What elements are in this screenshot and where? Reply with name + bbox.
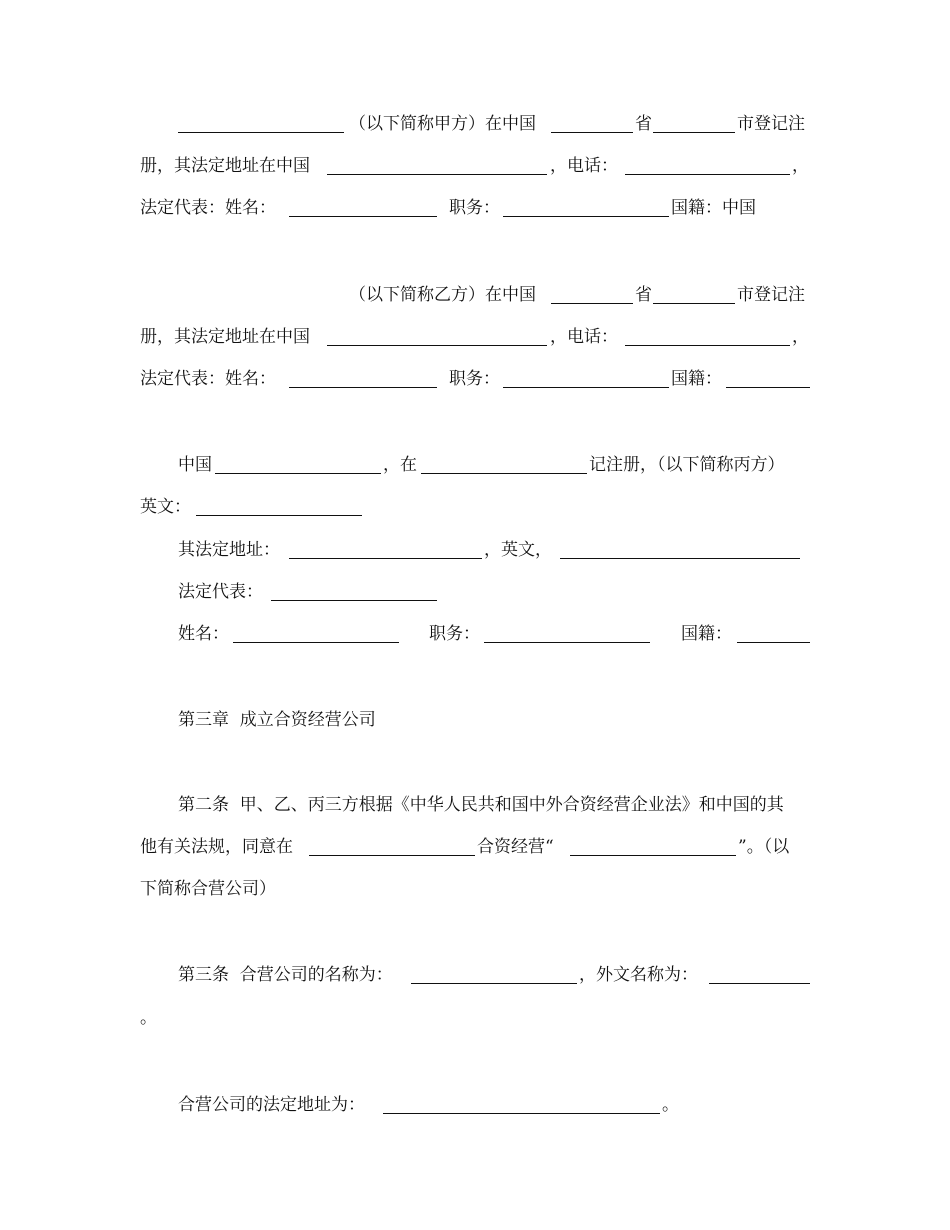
- article-2-line-1: [0, 790, 950, 820]
- party-b-comma: ，: [792, 327, 809, 347]
- party-c-nationality-blank[interactable]: [737, 642, 810, 643]
- party-a-rep-name-blank[interactable]: [289, 216, 437, 217]
- party-c-name-blank[interactable]: [215, 473, 381, 474]
- party-b-address-blank[interactable]: [327, 345, 547, 346]
- party-c-line-1: [0, 450, 950, 480]
- party-c-english-label: 英文：: [140, 497, 191, 517]
- party-b-city-blank[interactable]: [653, 303, 735, 304]
- party-a-address-blank[interactable]: [327, 174, 547, 175]
- party-c-address-label: 其法定地址：: [178, 540, 280, 560]
- party-c-position-label: 职务：: [429, 624, 480, 644]
- party-a-phone-label: ，电话：: [550, 156, 618, 176]
- article-2-text-2c: ”。（以: [738, 837, 790, 857]
- article-3-line-1: [0, 960, 950, 990]
- party-c-reg-abbr-text: 记注册，（以下简称丙方）: [589, 455, 785, 475]
- party-a-city-blank[interactable]: [653, 132, 735, 133]
- party-c-name-label: 姓名：: [178, 624, 229, 644]
- party-c-address-english-blank[interactable]: [560, 558, 800, 559]
- party-b-address-label: 册，其法定地址在中国: [140, 327, 310, 347]
- article-2-text-2a: 他有关法规，同意在: [140, 837, 293, 857]
- article-2-company-blank[interactable]: [570, 855, 736, 856]
- legal-address-line: [0, 1090, 950, 1120]
- legal-address-end: 。: [662, 1095, 679, 1115]
- article-3-text-1a: 第三条 合营公司的名称为：: [178, 965, 393, 985]
- party-b-position-blank[interactable]: [503, 387, 669, 388]
- party-b-rep-name-blank[interactable]: [289, 387, 437, 388]
- party-b-abbr-text: （以下简称乙方）在中国: [349, 285, 536, 305]
- party-c-at-text: ，在: [383, 455, 417, 475]
- party-c-china-text: 中国: [178, 455, 212, 475]
- party-c-name-line: [0, 619, 950, 649]
- party-b-phone-label: ，电话：: [550, 327, 618, 347]
- legal-address-blank[interactable]: [383, 1113, 660, 1114]
- party-c-address-blank[interactable]: [289, 558, 482, 559]
- party-c-rep-line: [0, 577, 950, 607]
- article-2-place-blank[interactable]: [309, 855, 475, 856]
- party-c-address-line: [0, 535, 950, 565]
- chapter-title: 第三章 成立合资经营公司: [178, 710, 376, 730]
- party-c-address-english-label: ，英文，: [484, 540, 552, 560]
- party-a-phone-blank[interactable]: [625, 174, 790, 175]
- party-a-line-1: [0, 109, 950, 139]
- article-2-line-2: [0, 832, 950, 862]
- party-c-name-value-blank[interactable]: [233, 642, 399, 643]
- party-b-rep-name-label: 法定代表：姓名：: [140, 369, 276, 389]
- party-c-rep-label: 法定代表：: [178, 582, 263, 602]
- party-a-name-blank[interactable]: [178, 132, 344, 133]
- party-a-abbr-text: （以下简称甲方）在中国: [349, 114, 536, 134]
- party-c-position-blank[interactable]: [484, 642, 650, 643]
- party-a-nationality: 国籍：中国: [671, 198, 756, 218]
- chapter-line: [0, 705, 950, 735]
- party-a-rep-name-label: 法定代表：姓名：: [140, 198, 276, 218]
- party-c-place-blank[interactable]: [421, 473, 587, 474]
- article-3-name-blank[interactable]: [411, 983, 577, 984]
- article-3-line-2: [0, 1003, 950, 1033]
- party-b-city-text: 市登记注: [737, 285, 805, 305]
- article-3-period: 。: [140, 1008, 157, 1028]
- article-2-text-1: 第二条 甲、乙、丙三方根据《中华人民共和国中外合资经营企业法》和中国的其: [178, 795, 784, 815]
- legal-address-label: 合营公司的法定地址为：: [178, 1095, 365, 1115]
- party-a-province-blank[interactable]: [551, 132, 633, 133]
- article-3-text-1b: ，外文名称为：: [579, 965, 698, 985]
- party-c-rep-blank[interactable]: [271, 600, 437, 601]
- party-c-english-line: [0, 492, 950, 522]
- party-b-province-text: 省: [635, 285, 652, 305]
- party-b-province-blank[interactable]: [551, 303, 633, 304]
- party-a-position-label: 职务：: [449, 198, 500, 218]
- party-b-phone-blank[interactable]: [625, 345, 790, 346]
- article-2-text-2b: 合资经营“: [477, 837, 554, 857]
- party-a-address-label: 册，其法定地址在中国: [140, 156, 310, 176]
- party-a-line-3: [0, 193, 950, 223]
- article-2-line-3: [0, 874, 950, 904]
- party-a-comma: ，: [792, 156, 809, 176]
- party-b-line-3: [0, 364, 950, 394]
- article-3-foreign-name-blank[interactable]: [709, 983, 810, 984]
- party-c-nationality-label: 国籍：: [681, 624, 732, 644]
- party-a-position-blank[interactable]: [503, 216, 669, 217]
- party-b-nationality-blank[interactable]: [726, 387, 810, 388]
- party-b-line-1: [0, 280, 950, 310]
- article-2-text-3: 下简称合营公司）: [140, 879, 276, 899]
- party-b-nationality-label: 国籍：: [671, 369, 722, 389]
- party-a-line-2: [0, 151, 950, 181]
- party-c-english-blank[interactable]: [196, 515, 362, 516]
- party-b-position-label: 职务：: [449, 369, 500, 389]
- party-b-line-2: [0, 322, 950, 352]
- party-a-province-text: 省: [635, 114, 652, 134]
- party-a-city-text: 市登记注: [737, 114, 805, 134]
